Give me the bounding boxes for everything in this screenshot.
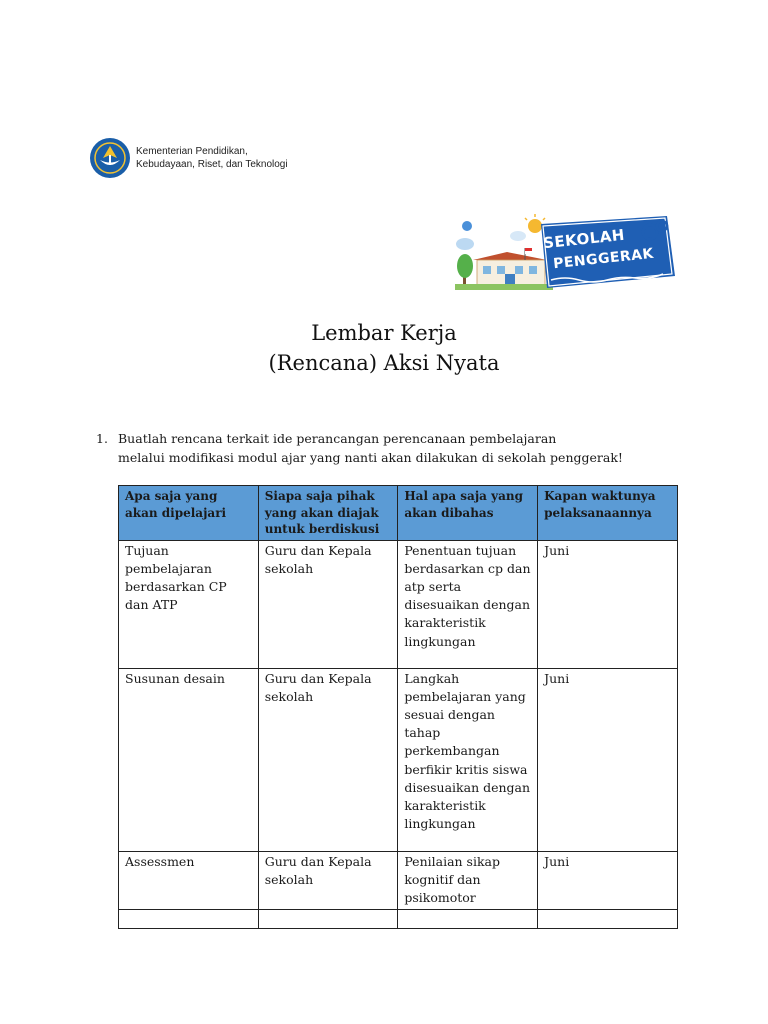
table-cell: Guru dan Kepala sekolah	[258, 668, 398, 851]
table-cell: Susunan desain	[119, 668, 259, 851]
table-cell-empty	[398, 910, 538, 929]
table-cell: Guru dan Kepala sekolah	[258, 851, 398, 910]
table-cell-empty	[119, 910, 259, 929]
header-topics: Hal apa saja yang akan dibahas	[398, 486, 538, 541]
table-row	[119, 851, 678, 910]
table-cell-empty	[258, 910, 398, 929]
title-line1: Lembar Kerja	[311, 321, 457, 345]
table-cell: Assessmen	[119, 851, 259, 910]
ministry-name-line2: Kebudayaan, Riset, dan Teknologi	[136, 159, 288, 170]
instruction-number: 1.	[96, 431, 108, 446]
table-row-empty	[119, 910, 678, 929]
sekolah-penggerak-line2: PENGGERAK	[552, 245, 655, 273]
header-who-discuss: Siapa saja pihak yang akan diajak untuk berdiskusi	[258, 486, 398, 541]
table-cell: Juni	[538, 540, 678, 668]
table-header-row	[119, 486, 678, 541]
instruction-line2: melalui modifikasi modul ajar yang nanti akan dilakukan di sekolah penggerak!	[118, 449, 623, 465]
table-row	[119, 540, 678, 668]
table-cell: Penentuan tujuan berdasarkan cp dan atp serta disesuaikan dengan karakteristik lingkungan	[398, 540, 538, 668]
ministry-name	[136, 145, 288, 171]
action-plan-table	[118, 485, 678, 929]
table-cell-empty	[538, 910, 678, 929]
table-cell: Guru dan Kepala sekolah	[258, 540, 398, 668]
header-when: Kapan waktunya pelaksanaannya	[538, 486, 678, 541]
table-cell: Tujuan pembelajaran berdasarkan CP dan ATP	[119, 540, 259, 668]
table-cell: Langkah pembelajaran yang sesuai dengan tahap perkembangan berfikir kritis siswa disesuaikan dengan karakteristik lingkungan	[398, 668, 538, 851]
table-cell: Juni	[538, 668, 678, 851]
table-row	[119, 668, 678, 851]
instruction-item	[96, 430, 656, 467]
instruction-line1: Buatlah rencana terkait ide perancangan perencanaan pembelajaran	[118, 431, 557, 446]
table-cell: Penilaian sikap kognitif dan psikomotor	[398, 851, 538, 910]
tut-wuri-handayani-emblem-icon	[90, 138, 130, 178]
ministry-name-line1: Kementerian Pendidikan,	[136, 146, 248, 157]
sekolah-penggerak-logo	[455, 214, 680, 294]
table-cell: Juni	[538, 851, 678, 910]
header-what-learned: Apa saja yang akan dipelajari	[119, 486, 259, 541]
sekolah-penggerak-line1: SEKOLAH	[542, 225, 626, 253]
ministry-logo	[90, 138, 288, 178]
title-line2: (Rencana) Aksi Nyata	[268, 351, 500, 375]
page-title	[0, 318, 768, 378]
instruction-text	[118, 430, 656, 467]
